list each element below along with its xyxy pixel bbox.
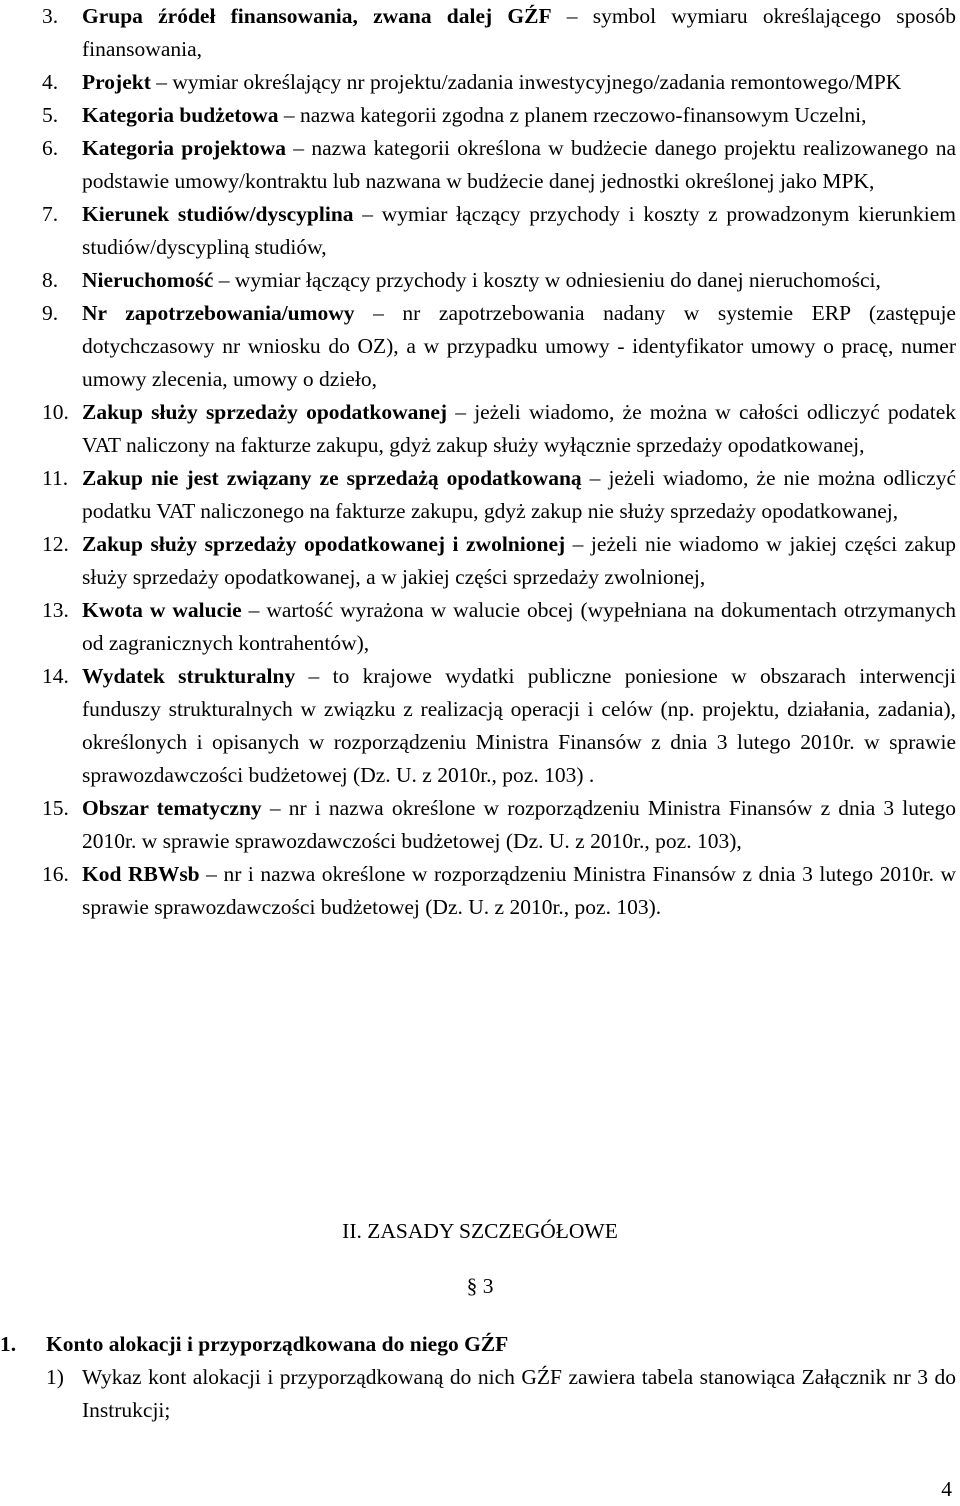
- definition-item: [0, 792, 960, 858]
- section-title: II. ZASADY SZCZEGÓŁOWE: [342, 1219, 618, 1243]
- item-term: Wydatek strukturalny: [82, 664, 296, 688]
- item-description: – wymiar łączący przychody i koszty z prowadzonym kierunkiem studiów/dyscypliną studiów,: [82, 202, 957, 259]
- item-description: – jeżeli wiadomo, że nie można odliczyć podatku VAT naliczonego na fakturze zakupu, gdyż zakup nie służy sprzedaży opodatkowanej,: [82, 466, 956, 523]
- item-number: 3.: [42, 4, 59, 28]
- item-description: – jeżeli wiadomo, że można w całości odliczyć podatek VAT naliczony na fakturze zakupu, gdyż zakup służy wyłącznie sprzedaży opodatkowanej,: [82, 400, 956, 457]
- item-number: 16.: [42, 862, 69, 886]
- item-number: 13.: [42, 598, 69, 622]
- item-term: Zakup nie jest związany ze sprzedażą opodatkowaną: [82, 466, 582, 490]
- item-number: 4.: [42, 70, 59, 94]
- sub-item-number: 1): [46, 1365, 64, 1389]
- item-number: 11.: [42, 466, 69, 490]
- definition-item: [0, 528, 960, 594]
- definition-item: [0, 660, 960, 792]
- definition-item: [0, 0, 960, 66]
- item-number: 9.: [42, 301, 59, 325]
- definition-item: [0, 858, 960, 924]
- item-description: – to krajowe wydatki publiczne poniesione w obszarach interwencji funduszy strukturalnych w związku z realizacją operacji i celów (np. projektu, działania, zadania), określonych i opisanych w rozporządzeniu Ministra Finansów z dnia 3 lutego 2010r. w sprawie sprawozdawczości budżetowej (Dz. U. z 2010r., poz. 103) .: [82, 664, 956, 787]
- definition-item: [0, 99, 960, 132]
- item-description: – symbol wymiaru określającego sposób finansowania,: [82, 4, 956, 61]
- definition-item: [0, 396, 960, 462]
- item-term: Obszar tematyczny: [82, 796, 262, 820]
- item-term: Kategoria budżetowa: [82, 103, 279, 127]
- item-number: 6.: [42, 136, 59, 160]
- page-number: 4: [941, 1477, 952, 1501]
- item-term: Kierunek studiów/dyscyplina: [82, 202, 354, 226]
- item-term: Zakup służy sprzedaży opodatkowanej i zwolnionej: [82, 532, 566, 556]
- heading-text: Konto alokacji i przyporządkowana do niego GŹF: [46, 1332, 509, 1356]
- item-term: Zakup służy sprzedaży opodatkowanej: [82, 400, 448, 424]
- item-number: 12.: [42, 532, 69, 556]
- definition-item: [0, 264, 960, 297]
- item-description: – nazwa kategorii zgodna z planem rzeczowo-finansowym Uczelni,: [278, 103, 867, 127]
- item-number: 7.: [42, 202, 59, 226]
- item-description: – nr i nazwa określone w rozporządzeniu Ministra Finansów z dnia 3 lutego 2010r. w sprawie sprawozdawczości budżetowej (Dz. U. z 2010r., poz. 103).: [82, 862, 957, 919]
- definition-item: [0, 462, 960, 528]
- heading-number: 1.: [0, 1332, 17, 1356]
- item-term: Kategoria projektowa: [82, 136, 286, 160]
- item-number: 10.: [42, 400, 69, 424]
- sub-item: [0, 1361, 960, 1427]
- item-number: 5.: [42, 103, 59, 127]
- item-description: – nr zapotrzebowania nadany w systemie ERP (zastępuje dotychczasowy nr wniosku do OZ), a w przypadku umowy - identyfikator umowy o pracę, numer umowy zlecenia, umowy o dzieło,: [82, 301, 956, 391]
- item-term: Nieruchomość: [82, 268, 214, 292]
- item-number: 15.: [42, 796, 69, 820]
- sub-item-text: Wykaz kont alokacji i przyporządkowaną do nich GŹF zawiera tabela stanowiąca Załącznik nr 3 do Instrukcji;: [82, 1365, 956, 1422]
- definition-item: [0, 198, 960, 264]
- definition-item: [0, 297, 960, 396]
- item-description: – wartość wyrażona w walucie obcej (wypełniana na dokumentach otrzymanych od zagranicznych kontrahentów),: [82, 598, 957, 655]
- item-description: – nazwa kategorii określona w budżecie danego projektu realizowanego na podstawie umowy/kontraktu lub nazwana w budżecie danej jednostki określonej jako MPK,: [82, 136, 957, 193]
- item-description: – wymiar łączący przychody i koszty w odniesieniu do danej nieruchomości,: [213, 268, 881, 292]
- definition-item: [0, 132, 960, 198]
- item-term: Grupa źródeł finansowania, zwana dalej GŹF: [82, 4, 552, 28]
- item-number: 14.: [42, 664, 69, 688]
- item-number: 8.: [42, 268, 59, 292]
- item-term: Kod RBWsb: [82, 862, 200, 886]
- paragraph-mark: § 3: [466, 1274, 494, 1298]
- item-term: Kwota w walucie: [82, 598, 242, 622]
- definition-item: [0, 66, 960, 99]
- item-term: Projekt: [82, 70, 151, 94]
- item-description: – jeżeli nie wiadomo w jakiej części zakup służy sprzedaży opodatkowanej, a w jakiej części sprzedaży zwolnionej,: [82, 532, 956, 589]
- item-description: – nr i nazwa określone w rozporządzeniu Ministra Finansów z dnia 3 lutego 2010r. w sprawie sprawozdawczości budżetowej (Dz. U. z 2010r., poz. 103),: [82, 796, 956, 853]
- definition-item: [0, 594, 960, 660]
- item-description: – wymiar określający nr projektu/zadania inwestycyjnego/zadania remontowego/MPK: [150, 70, 902, 94]
- item-term: Nr zapotrzebowania/umowy: [82, 301, 355, 325]
